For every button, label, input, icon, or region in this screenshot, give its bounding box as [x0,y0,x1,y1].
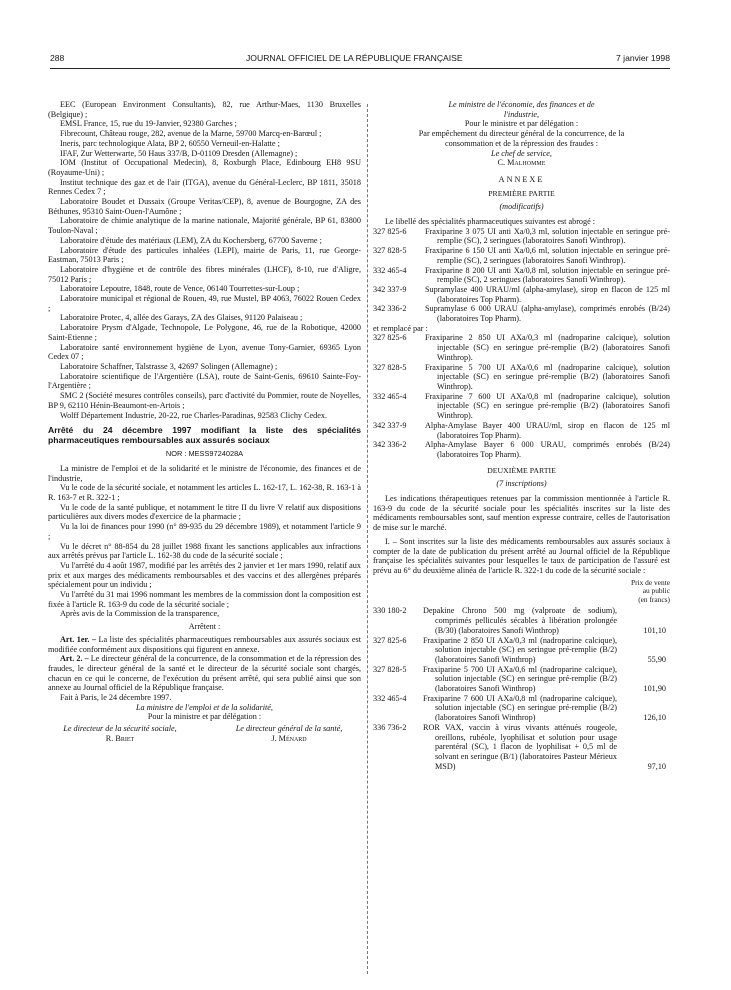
remplace-intro: et remplacé par : [373,323,428,333]
laboratory-item: IFAF, Zur Wetterwarte, 50 Haus 337/B, D-01109 Dresden (Allemagne) ; [60,148,298,158]
specialty-entry [373,285,670,304]
article-2: Art. 2. – Le directeur général de la concurrence, de la consommation et de la répression des fraudes, le directeur général de la santé et le directeur de la sécurité sociale sont chargés, chacun en ce qui le concerne, de l'exécution du présent arrêté, qui sera publié ainsi que son annexe au Journal officiel de la République française. [48,654,361,693]
issue-date: 7 janvier 1998 [616,53,670,63]
laboratory-item: Wolff Département Industrie, 20-22, rue Charles-Paradinas, 92583 Clichy Cedex. [60,410,328,420]
page-header [50,53,670,67]
page-number: 288 [50,53,65,63]
indications-paragraph: Les indications thérapeutiques retenues par la commission mentionnée à l'article R. 163-9 du code de la sécurité sociale pour les spécialités inscrites sur la liste des médicaments remboursables sont, sauf mention expresse contraire, celles de l'autorisation de mise sur le marché. [373,494,670,533]
left-column [48,100,361,744]
priced-entry [373,694,670,723]
visa-item: Vu le décret n° 88-854 du 28 juillet 1988 fixant les sanctions applicables aux infractions aux arrêtés prévus par l'article L. 162-38 du code de la sécurité sociale ; [48,541,361,561]
visa-item: Vu l'arrêté du 31 mai 1996 nommant les membres de la commission dont la composition est fixée à l'article R. 163-9 du code de la sécurité sociale ; [48,590,361,609]
priced-entry [373,636,670,665]
specialty-text: Fraxiparine 5 700 UI AXa/0,6 ml (nadroparine calcique), solution injectable (SC) en seringue pré-remplie (B/2) (laboratoires Sanofi Winthrop). [425,362,670,391]
visa-item: Après avis de la Commission de la transparence, [60,609,220,619]
specialty-text: Fraxiparine 3 075 UI anti Xa/0,3 ml, solution injectable en seringue pré-remplie (SC), 2 seringues (laboratoires Sanofi Winthrop). [425,226,670,246]
specialty-entry [373,421,670,440]
visas-list [48,464,361,619]
specialty-text: Fraxiparine 7 600 UI AXa/0,8 ml (nadroparine calcique), solution injectable (SC) en seringue pré-remplie (B/2) (laboratoires Sanofi Winthrop) [423,693,617,723]
specialty-entry [373,392,670,421]
laboratory-item: Laboratoire Boudet et Dussaix (Groupe Veritas/CEP), 8, avenue de Bourgogne, ZA des Béthunes, 95310 Saint-Ouen-l'Aumône ; [48,197,361,216]
minister-title: Le ministre de l'économie, des finances et de l'industrie, [448,100,595,119]
libelle-intro: Le libellé des spécialités pharmaceutiques suivantes est abrogé : [385,217,596,227]
public-price: 101,10 [643,625,666,635]
specialty-text: Fraxiparine 6 150 UI anti Xa/0,6 ml, solution injectable en seringue pré-remplie (SC), 2 seringues (laboratoires Sanofi Winthrop). [425,246,670,265]
specialty-text: Fraxiparine 2 850 UI AXa/0,3 ml (nadroparine calcique), solution injectable (SC) en seringue pré-remplie (B/2) (laboratoires Sanofi Winthrop) [423,635,617,664]
signatory-name-right: J. Ménard [271,733,307,743]
inscriptions-heading: (7 inscriptions) [496,479,547,489]
specialty-text: Depakine Chrono 500 mg (valproate de sodium), comprimés pelliculés sécables à libération prolongée (B/30) (laboratoires Sanofi Winthrop) [423,606,617,635]
specialty-text: Fraxiparine 8 200 UI anti Xa/0,8 ml, solution injectable en seringue pré-remplie (SC), 2 seringues (laboratoires Sanofi Winthrop). [425,265,670,285]
cip-code: 342 337-9 [373,420,407,430]
cip-code: 342 336-2 [373,304,407,314]
specialty-text: Supramylase 6 000 URAU (alpha-amylase), comprimés enrobés (B/24) (laboratoires Top Pharm). [425,304,670,324]
laboratory-item: Laboratoire d'étude des matériaux (LEM), ZA du Kochersberg, 67700 Saverne ; [60,235,322,245]
chef-name: C. Malhomme [497,158,546,168]
header-rule [50,68,670,69]
cip-code: 327 825-6 [373,226,407,236]
visa-item: Vu le code de la santé publique, et notamment le titre II du livre V relatif aux dispositions particulières aux divers modes d'exercice de la pharmacie ; [48,502,361,522]
laboratory-item: Laboratoire municipal et régional de Rouen, 49, rue Mustel, BP 4063, 76022 Rouen Cedex ; [48,294,361,313]
cip-code: 332 465-4 [373,693,407,703]
specialty-text: Alpha-Amylase Bayer 6 000 URAU, comprimés enrobés (B/24) (laboratoires Top Pharm). [425,440,670,459]
modificatifs-heading: (modificatifs) [499,202,544,212]
column-separator [367,104,368,974]
public-price: 55,90 [647,654,666,664]
laboratory-item: Laboratoire Protec, 4, allée des Garays, ZA des Glaises, 91120 Palaiseau ; [60,313,303,323]
specialty-text: Fraxiparine 5 700 UI AXa/0,6 ml (nadroparine calcique), solution injectable (SC) en seringue pré-remplie (B/2) (laboratoires Sanofi Winthrop) [423,664,617,694]
nor-reference: NOR : MESS9724028A [165,449,244,459]
specialty-entry [373,246,670,265]
chef-title: Le chef de service, [491,148,552,158]
signatory-name-left: R. Briet [105,733,135,743]
specialty-text: Fraxiparine 7 600 UI AXa/0,8 ml (nadroparine calcique), solution injectable (SC) en seringue pré-remplie (B/2) (laboratoires Sanofi Winthrop). [425,391,670,421]
cip-code: 327 825-6 [373,635,407,645]
specialty-text: Alpha-Amylase Bayer 400 URAU/ml, sirop en flacon de 125 ml (laboratoires Top Pharm). [425,420,670,440]
section-i-paragraph: I. – Sont inscrites sur la liste des médicaments remboursables aux assurés sociaux à compter de la date de publication du présent arrêté au Journal officiel de la République française les spécialités suivantes pour lesquelles le taux de participation de l'assuré est prévu au 6° du deuxième alinéa de l'article R. 322-1 du code de la sécurité sociale : [373,536,670,575]
cip-code: 342 336-2 [373,440,407,450]
specialty-entry [373,333,670,362]
laboratory-item: Laboratoire scientifique de l'Argentière (LSA), route de Saint-Genis, 69610 Sainte-Foy-l'Argentière ; [48,371,361,391]
fait-a-paris: Fait à Paris, le 24 décembre 1997. [60,693,172,703]
delegation-line: Pour la ministre et par délégation : [147,712,262,722]
public-price: 101,90 [643,684,666,694]
arretent: Arrêtent : [188,622,221,632]
specialty-entry [373,440,670,459]
signature-block [48,724,361,743]
cip-code: 330 180-2 [373,606,407,616]
laboratory-item: Fibrecount, Château rouge, 282, avenue de la Marne, 59700 Marcq-en-Barœul ; [60,129,322,139]
laboratory-item: IOM (Institut of Occupational Medecin), 8, Roxburgh Place, Edinbourg EH8 9SU (Royaume-Uni) ; [48,158,361,177]
specialty-entry [373,266,670,285]
priced-entry [373,723,670,772]
remplaces-list [373,333,670,459]
visa-item: Vu la loi de finances pour 1990 (n° 89-935 du 29 décembre 1989), et notamment l'article 9 ; [48,522,361,541]
laboratory-item: SMC 2 (Société mesures contrôles conseils), parc d'activité du Pommier, route de Noyelles, BP 9, 62110 Hénin-Beaumont-en-Artois ; [48,391,361,410]
cip-code: 327 825-6 [373,333,407,343]
visa-item: Vu le code de la sécurité sociale, et notamment les articles L. 162-17, L. 162-38, R. 163-1 à R. 163-7 et R. 322-1 ; [48,483,361,503]
laboratory-item: Laboratoire Prysm d'Algade, Technopole, Le Polygone, 46, rue de la Robotique, 42000 Saint-Etienne ; [48,323,361,342]
specialty-text: Supramylase 400 URAU/ml (alpha-amylase), sirop en flacon de 125 ml (laboratoires Top Pharm). [425,284,670,304]
laboratory-item: Ineris, parc technologique Alata, BP 2, 60550 Verneuil-en-Halatte ; [60,138,280,148]
laboratory-item: Laboratoire de chimie analytique de la marine nationale, Majorité générale, BP 61, 83800 Toulon-Naval ; [48,216,361,236]
deuxieme-partie-heading: DEUXIÈME PARTIE [487,465,556,475]
abroges-list [373,227,670,324]
premiere-partie-heading: PREMIÈRE PARTIE [488,188,555,198]
signature-left: Le directeur de la sécurité sociale, R. Briet [48,724,192,743]
cip-code: 327 828-5 [373,664,407,674]
visa-item: Vu l'arrêté du 4 août 1987, modifié par les arrêtés des 2 janvier et 1er mars 1990, relatif aux prix et aux marges des médicaments remboursables et des vaccins et des allergènes préparés spécialement pour un individu ; [48,560,361,590]
ministre-signature-line: La ministre de l'emploi et de la solidarité, [136,702,273,712]
inscrits-list [373,606,670,771]
annexe-heading: ANNEXE [498,174,545,184]
laboratory-item: Laboratoire santé environnement hygiène de Lyon, avenue Tony-Garnier, 69365 Lyon Cedex 07 ; [48,342,361,362]
specialty-entry [373,227,670,246]
specialty-entry [373,304,670,323]
journal-title: JOURNAL OFFICIEL DE LA RÉPUBLIQUE FRANÇAISE [246,53,463,63]
delegation-line-right: Pour le ministre et par délégation : [464,119,579,129]
visa-item: La ministre de l'emploi et de la solidarité et le ministre de l'économie, des finances et de l'industrie, [48,463,361,483]
empechement-line: Par empêchement du directeur général de la concurrence, de la consommation et de la répression des fraudes : [418,129,625,148]
specialty-entry [373,363,670,392]
public-price: 97,10 [647,761,666,771]
laboratory-item: Institut technique des gaz et de l'air (ITGA), avenue du Général-Leclerc, BP 1811, 35018 Rennes Cedex 7 ; [48,177,361,197]
cip-code: 327 828-5 [373,246,407,256]
laboratory-item: Laboratoire d'hygiène et de contrôle des fibres minérales (LHCF), 8-10, rue d'Aligre, 75012 Paris ; [48,264,361,284]
laboratory-item: Laboratoire Lepoutre, 1848, route de Vence, 06140 Tourrettes-sur-Loup ; [60,284,300,294]
cip-code: 327 828-5 [373,362,407,372]
right-column [373,100,670,771]
specialty-text: ROR VAX, vaccin à virus vivants atténués rougeole, oreillons, rubéole, lyophilisat et solution pour usage parentéral (SC), 1 flacon de lyophilisat + 0,5 ml de solvant en seringue (B/1) (laboratoires Pasteur Mérieux MSD) [423,722,617,771]
laboratory-list [48,100,361,420]
specialty-text: Fraxiparine 2 850 UI AXa/0,3 ml (nadroparine calcique), solution injectable (SC) en seringue pré-remplie (B/2) (laboratoires Sanofi Winthrop). [425,333,670,362]
laboratory-item: Laboratoire d'étude des particules inhalées (LEPI), mairie de Paris, 11, rue George-Eastman, 75013 Paris ; [48,245,361,265]
cip-code: 332 465-4 [373,391,407,401]
cip-code: 336 736-2 [373,722,407,732]
cip-code: 332 465-4 [373,265,407,275]
arrete-title: Arrêté du 24 décembre 1997 modifiant la liste des spécialités pharmaceutiques remboursables aux assurés sociaux [48,425,361,446]
public-price: 126,10 [643,713,666,723]
laboratory-item: Laboratoire Schaffner, Talstrasse 3, 42697 Solingen (Allemagne) ; [60,361,278,371]
priced-entry [373,665,670,694]
cip-code: 342 337-9 [373,284,407,294]
laboratory-item: EEC (European Environment Consultants), 82, rue Arthur-Maes, 1130 Bruxelles (Belgique) ; [48,100,361,119]
price-column-heading: Prix de vente au public (en francs) [631,577,670,604]
article-1: Art. 1er. – La liste des spécialités pharmaceutiques remboursables aux assurés sociaux est modifiée conformément aux dispositions qui figurent en annexe. [48,634,362,654]
priced-entry [373,606,670,635]
signature-right: Le directeur général de la santé, J. Ménard [217,724,361,743]
laboratory-item: EMSL France, 15, rue du 19-Janvier, 92380 Garches ; [60,119,237,129]
